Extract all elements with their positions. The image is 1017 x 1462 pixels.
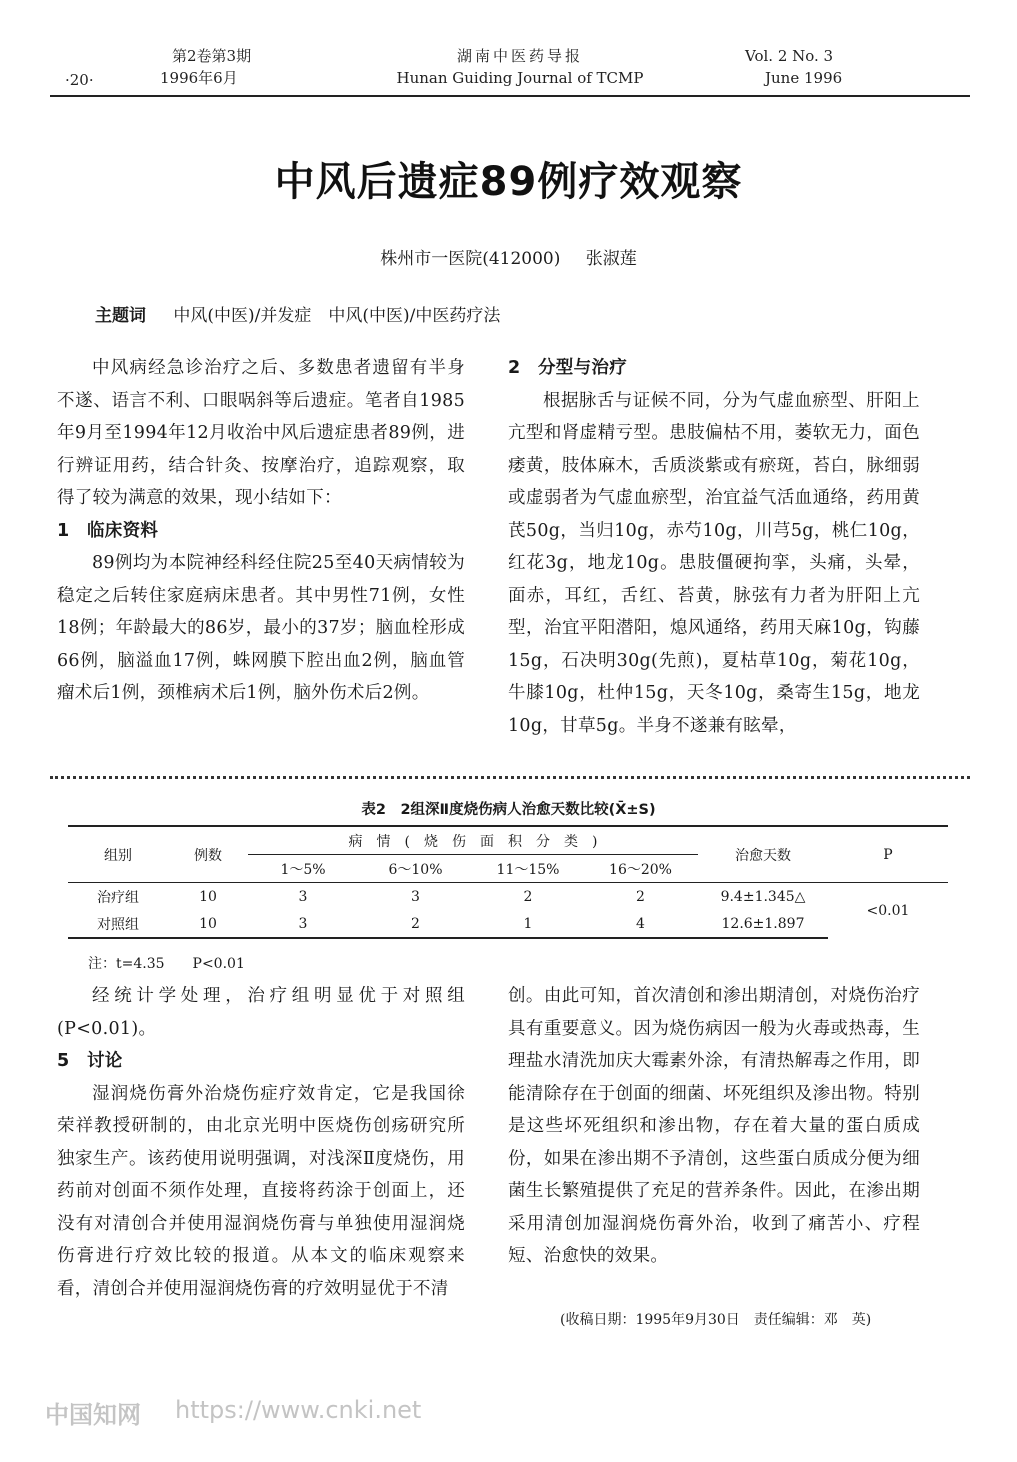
note-p: P<0.01 xyxy=(192,956,245,972)
date-cn: 1996年6月 xyxy=(160,69,238,87)
sub-header-2: 6～10% xyxy=(358,855,473,883)
table-row xyxy=(68,910,948,938)
section-5-paragraph: 湿润烧伤膏外治烧伤症疗效肯定，它是我国徐荣祥教授研制的，由北京光明中医烧伤创疡研究所独家生产。该药使用说明强调，对浅深Ⅱ度烧伤，用药前对创面不须作处理，直接将药涂于创面上，还没有对清创合并使用湿润烧伤膏与单独使用湿润烧伤膏进行疗效比较的报道。从本文的临床观察来看，清创合并使用湿润烧伤膏的疗效明显优于不清 xyxy=(57,1083,465,1299)
discussion-continued-paragraph: 创。由此可知，首次清创和渗出期清创，对烧伤治疗具有重要意义。因为烧伤病因一般为火毒或热毒，生理盐水清洗加庆大霉素外涂，有清热解毒之作用，即能清除存在于创面的细菌、坏死组织及渗出物。特别是这些坏死组织和渗出物，存在着大量的蛋白质成份，如果在渗出期不予清创，这些蛋白质成分便为细菌生长繁殖提供了充足的营养条件。因此，在渗出期采用清创加湿润烧伤膏外治，收到了痛苦小、疗程短、治愈快的效果。 xyxy=(508,986,920,1266)
keywords-text: 中风(中医)/并发症 中风(中医)/中医药疗法 xyxy=(173,306,501,326)
journal-title-en: Hunan Guiding Journal of TCMP xyxy=(396,69,644,87)
author-line xyxy=(0,244,1017,269)
cell-c1: 3 xyxy=(248,910,358,938)
sub-header-3: 11～15% xyxy=(473,855,583,883)
results-table xyxy=(68,825,948,939)
section-5-heading: 5 讨论 xyxy=(57,1051,123,1071)
section-1-paragraph: 89例均为本院神经科经住院25至40天病情较为稳定之后转住家庭病床患者。其中男性71例，女性18例；年龄最大的86岁，最小的37岁；脑血栓形成66例，脑溢血17例，蛛网膜下腔出血2例，脑血管瘤术后1例，颈椎病术后1例，脑外伤术后2例。 xyxy=(57,553,465,703)
col-header-days: 治愈天数 xyxy=(698,826,828,883)
volume-en: Vol. 2 No. 3 xyxy=(745,47,834,65)
page-number: ·20· xyxy=(65,71,94,89)
table-note xyxy=(88,953,273,973)
section-2-heading: 2 分型与治疗 xyxy=(508,358,627,378)
table-caption: 表2 2组深Ⅱ度烧伤病人治愈天数比较(X̄±S) xyxy=(361,802,656,818)
cell-c2: 2 xyxy=(358,910,473,938)
col-header-cases: 例数 xyxy=(168,826,248,883)
cell-cases: 10 xyxy=(168,883,248,911)
right-column-top xyxy=(508,352,920,742)
col-header-condition: 病 情 ( 烧 伤 面 积 分 类 ) xyxy=(248,826,698,855)
cell-days: 12.6±1.897 xyxy=(698,910,828,938)
left-column-top xyxy=(57,352,465,710)
cell-p-value: <0.01 xyxy=(828,883,948,939)
intro-paragraph: 中风病经急诊治疗之后、多数患者遗留有半身不遂、语言不利、口眼㖞斜等后遗症。笔者自1985年9月至1994年12月收治中风后遗症患者89例，进行辨证用药，结合针灸、按摩治疗，追踪观察，取得了较为满意的效果，现小结如下： xyxy=(57,358,465,508)
cell-c4: 2 xyxy=(583,883,698,911)
article-title: 中风后遗症89例疗效观察 xyxy=(274,159,743,205)
sub-header-4: 16～20% xyxy=(583,855,698,883)
cnki-url: https://www.cnki.net xyxy=(175,1396,422,1424)
section-1-heading: 1 临床资料 xyxy=(57,520,159,541)
keywords-line xyxy=(95,301,500,326)
cell-c3: 2 xyxy=(473,883,583,911)
cell-group: 对照组 xyxy=(68,910,168,938)
received-date: (收稿日期：1995年9月30日 责任编辑：邓 英) xyxy=(560,1312,872,1328)
table-row xyxy=(68,883,948,911)
cell-c3: 1 xyxy=(473,910,583,938)
cell-c1: 3 xyxy=(248,883,358,911)
header-rule xyxy=(50,95,970,97)
affiliation: 株州市一医院(412000) xyxy=(380,249,561,269)
section-divider xyxy=(50,776,970,779)
journal-title-cn: 湖南中医药导报 xyxy=(456,47,583,65)
author-name: 张淑莲 xyxy=(585,249,637,269)
date-en: June 1996 xyxy=(765,69,843,87)
cell-cases: 10 xyxy=(168,910,248,938)
cell-days: 9.4±1.345△ xyxy=(698,883,828,911)
volume-cn: 第2卷第3期 xyxy=(172,47,252,65)
cell-c4: 4 xyxy=(583,910,698,938)
note-t: 注：t=4.35 xyxy=(88,956,165,972)
left-column-bottom xyxy=(57,980,465,1305)
col-header-group: 组别 xyxy=(68,826,168,883)
sub-header-1: 1～5% xyxy=(248,855,358,883)
keywords-label: 主题词 xyxy=(95,306,146,326)
right-column-bottom xyxy=(508,980,920,1273)
stat-paragraph: 经统计学处理，治疗组明显优于对照组(P<0.01)。 xyxy=(57,986,465,1039)
cnki-logo: 中国知网 xyxy=(45,1401,141,1429)
cell-group: 治疗组 xyxy=(68,883,168,911)
col-header-p: P xyxy=(828,826,948,883)
cell-c2: 3 xyxy=(358,883,473,911)
section-2-paragraph: 根据脉舌与证候不同，分为气虚血瘀型、肝阳上亢型和肾虚精亏型。患肢偏枯不用，萎软无力，面色痿黄，肢体麻木，舌质淡紫或有瘀斑，苔白，脉细弱或虚弱者为气虚血瘀型，治宜益气活血通络，药用黄芪50g，当归10g，赤芍10g，川芎5g，桃仁10g，红花3g，地龙10g。患肢僵硬拘挛，头痛，头晕，面赤，耳红，舌红、苔黄，脉弦有力者为肝阳上亢型，治宜平阳潜阳，熄风通络，药用天麻10g，钩藤15g，石决明30g(先煎)，夏枯草10g，菊花10g，牛膝10g，杜仲15g，天冬10g，桑寄生15g，地龙10g，甘草5g。半身不遂兼有眩晕， xyxy=(508,390,920,736)
